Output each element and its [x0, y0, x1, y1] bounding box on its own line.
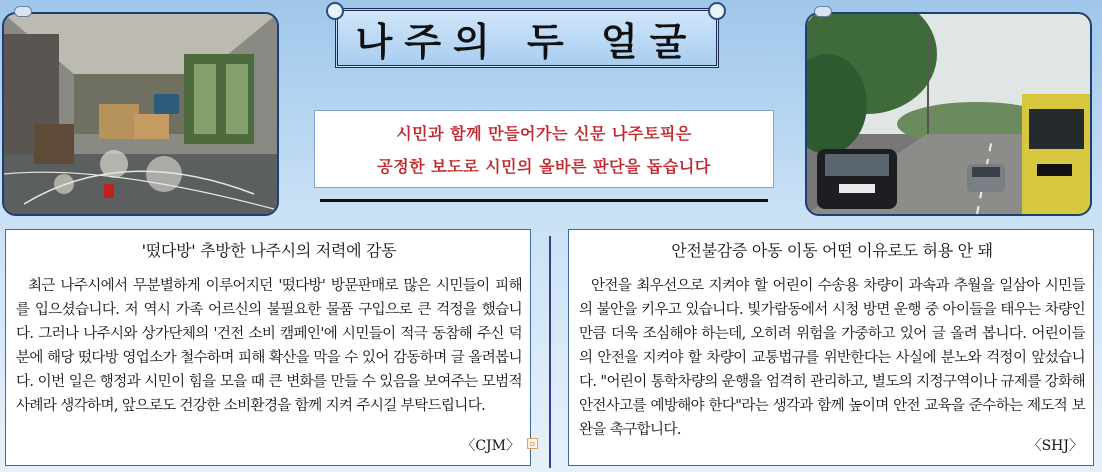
article-left-byline: 〈CJM〉	[461, 438, 520, 454]
title-ornament-icon	[708, 2, 726, 20]
photo-clip-icon	[814, 6, 832, 17]
column-divider	[549, 236, 551, 468]
road-traffic-photo	[805, 12, 1092, 216]
article-right-headline: 안전불감증 아동 이동 어떤 이유로도 허용 안 돼	[671, 241, 993, 260]
photo-clip-icon	[14, 6, 32, 17]
marker-icon: ▫	[527, 438, 538, 449]
title-box	[335, 8, 719, 68]
article-right-byline: 〈SHJ〉	[1027, 438, 1083, 454]
article-right	[568, 229, 1094, 466]
article-left	[5, 229, 531, 466]
article-left-headline: '떴다방' 추방한 나주시의 저력에 감동	[141, 241, 397, 260]
page-title: 나주의 두 얼굴	[355, 19, 699, 64]
slogan-line-1: 시민과 함께 만들어가는 신문 나주토픽은	[396, 124, 692, 143]
slogan-line-2: 공정한 보도로 시민의 올바른 판단을 돕습니다	[377, 157, 711, 176]
article-right-body: 안전을 최우선으로 지켜야 할 어린이 수송용 차량이 과속과 추월을 일삼아 시민들의 불안을 키우고 있습니다. 빛가람동에서 시청 방면 운행 중 아이들을 태우는 차량인 만큼 더욱 조심해야 하는데, 오히려 위험을 가중하고 있어 글 올려 봅니다. 어린이들의 안전을 지켜야 할 차량이 교통법규를 위반한다는 사실에 분노와 걱정이 앞섰습니다. "어린이 통학차량의 운행을 엄격히 관리하고, 별도의 지정구역이나 규제를 강화해 안전사고를 예방해야 한다"라는 생각과 함께 높이며 안전 교육을 준수하는 제도적 보완을 촉구합니다.	[579, 278, 1086, 438]
title-ornament-icon	[326, 2, 344, 20]
article-left-body: 최근 나주시에서 무분별하게 이루어지던 '떴다방' 방문판매로 많은 시민들이 피해를 입으셨습니다. 저 역시 가족 어르신의 불필요한 물품 구입으로 큰 걱정을 했습니다. 그러나 나주시와 상가단체의 '건전 소비 캠페인'에 시민들이 적극 동참해 주신 덕분에 해당 떴다방 영업소가 철수하며 피해 확산을 막을 수 있어 감동하며 글 올려봅니다. 이번 일은 행정과 시민이 힘을 모을 때 큰 변화를 만들 수 있음을 보여주는 모범적 사례라 생각하며, 앞으로도 건강한 소비환경을 함께 지켜 주시길 부탁드립니다.	[16, 278, 522, 414]
warehouse-interior-photo	[2, 12, 279, 216]
slogan-divider	[320, 199, 768, 202]
slogan-box	[314, 110, 774, 188]
